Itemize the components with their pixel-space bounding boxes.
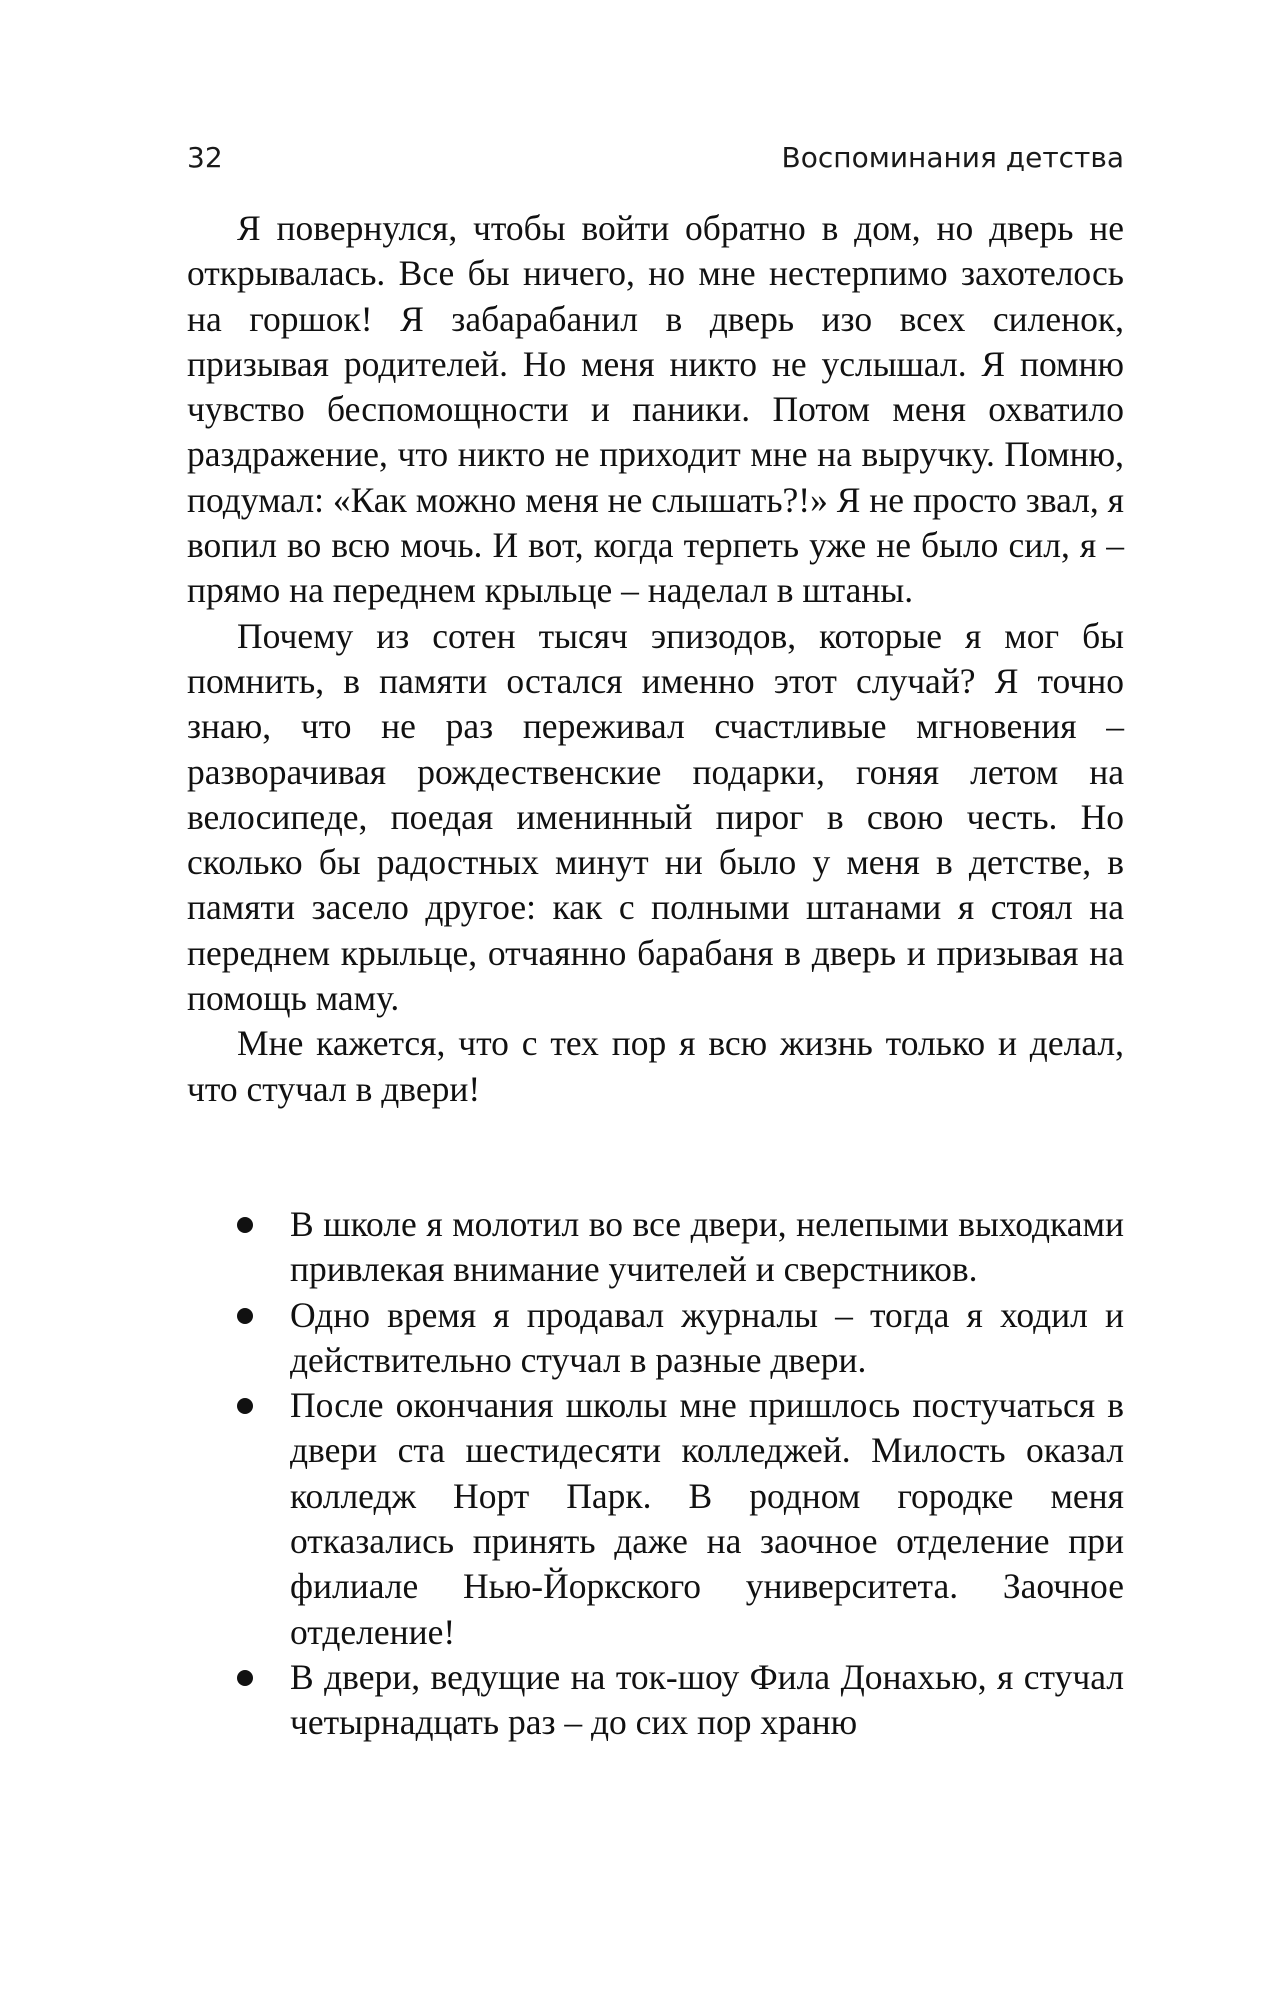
running-header [187,138,1124,178]
bullet-dot-icon [237,1217,253,1233]
page-number: 32 [187,141,223,174]
bullet-dot-icon [237,1670,253,1686]
body-text [187,206,1124,1746]
bullet-text: В школе я молотил во все двери, нелепыми выходками привлекая внимание учителей и сверстников. [290,1203,1124,1290]
bullet-dot-icon [237,1308,253,1324]
bullet-text: Одно время я продавал журналы – тогда я ходил и действительно стучал в разные двери. [290,1294,1124,1380]
bullet-item [187,1383,1124,1655]
bullet-text: После окончания школы мне пришлось постучаться в двери ста шестидесяти колледжей. Милость оказал колледж Норт Парк. В родном городке меня отказались принять даже на заочное отделение при филиале Нью-Йоркского университета. Заочное отделение! [290,1385,1124,1652]
paragraph: Я повернулся, чтобы войти обратно в дом, но дверь не открывалась. Все бы ничего, но мне нестерпимо захотелось на горшок! Я забарабанил в дверь изо всех силенок, призывая родителей. Но меня никто не услышал. Я помню чувство беспомощности и паники. Потом меня охватило раздражение, что никто не приходит мне на выручку. Помню, подумал: «Как можно меня не слышать?!» Я не просто звал, я вопил во всю мочь. И вот, когда терпеть уже не было сил, я – прямо на переднем крыльце – наделал в штаны. [187,208,1124,611]
bullet-dot-icon [237,1398,253,1414]
running-title: Воспоминания детства [781,141,1124,174]
bullet-text: В двери, ведущие на ток-шоу Фила Донахью, я стучал четырнадцать раз – до сих пор храню [290,1656,1124,1743]
bullet-item [187,1202,1124,1293]
bullet-list [187,1202,1124,1746]
paragraph: Почему из сотен тысяч эпизодов, которые я мог бы помнить, в памяти остался именно этот случай? Я точно знаю, что не раз переживал счастливые мгновения – разворачивая рождественские подарки, гоняя летом на велосипеде, поедая именинный пирог в свою честь. Но сколько бы радостных минут ни было у меня в детстве, в памяти засело другое: как с полными штанами я стоял на переднем крыльце, отчаянно барабаня в дверь и призывая на помощь маму. [187,615,1124,1019]
bullet-item [187,1293,1124,1384]
bullet-item [187,1655,1124,1746]
paragraph: Мне кажется, что с тех пор я всю жизнь только и делал, что стучал в двери! [187,1023,1124,1109]
